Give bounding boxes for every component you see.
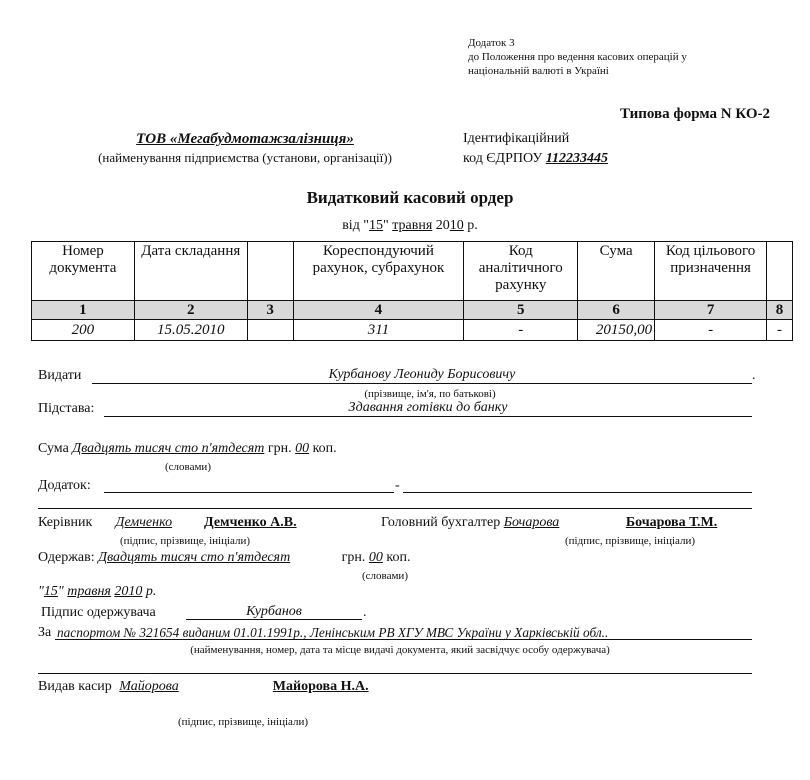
cashier-signature: Майорова [119,679,179,694]
table-header-cell: Код аналітичного рахунку [464,242,578,301]
table-number-cell: 7 [655,301,767,320]
edrpou-code-line [463,151,608,167]
appendix-line3: національній валюті в Україні [468,65,609,77]
cashier-caption: (підпис, прізвище, ініціали) [178,716,309,728]
attachment-line-2 [403,478,752,493]
edrpou-code: 112233445 [545,151,608,166]
edrpou-label2: код ЄДРПОУ [463,151,543,166]
receive-date-quote-open: " [38,584,44,599]
head-line [38,515,305,531]
document-value: паспортом № 321654 виданим 01.01.1991р., Ленінським РВ ХГУ МВС України у Харківській обл.. [57,625,609,640]
table-header-cell: Номер документа [32,242,135,301]
attachment-line-1 [104,478,394,493]
recipient-signature-end: . [363,605,367,620]
attachment-line-3 [38,496,752,509]
table-header-cell [767,242,793,301]
attachment-label: Додаток: [38,478,91,493]
table-cell [247,320,293,341]
received-grn: грн. [341,550,366,565]
received-words: Двадцять тисяч сто п'ятдесят [98,550,291,565]
table-header-cell: Код цільового призначення [655,242,767,301]
page-title: Видатковий касовий ордер [306,188,514,207]
receive-date-month: травня [67,584,111,599]
table-header-row [32,242,793,301]
document-caption: (найменування, номер, дата та місце видачі документа, який засвідчує особу одержувача) [190,644,610,656]
order-table [31,241,793,341]
sum-caption: (словами) [165,461,211,473]
table-number-cell: 1 [32,301,135,320]
table-cell: - [464,320,578,341]
cashier-line [38,679,369,695]
table-header-cell [247,242,293,301]
receive-date-year: 2010 [114,584,143,599]
document-label: За [38,625,52,640]
accountant-label: Головний бухгалтер [381,515,501,530]
table-cell: 200 [32,320,135,341]
table-number-cell: 4 [293,301,464,320]
table-cell: 20150,00 [578,320,655,341]
edrpou-label: Ідентифікаційний [463,131,570,146]
sum-grn: грн. [267,441,292,456]
head-signature: Демченко [115,515,173,530]
form-type: Типова форма N КО-2 [620,106,770,122]
cashier-name: Майорова Н.А. [272,679,369,694]
sum-kop-value: 00 [295,441,310,456]
table-number-cell: 8 [767,301,793,320]
table-header-cell: Сума [578,242,655,301]
accountant-line [381,515,717,531]
accountant-name: Бочарова Т.М. [625,515,718,530]
receive-date-suffix: р. [145,584,157,599]
recipient-signature-label: Підпис одержувача [41,605,156,620]
company-caption: (найменування підприємства (установи, організації)) [98,150,392,165]
order-date [230,218,590,234]
date-prefix: від " [342,218,370,233]
sum-kop: коп. [312,441,337,456]
received-label: Одержав: [38,550,95,565]
table-number-row [32,301,793,320]
receive-date [38,584,156,600]
date-year: 10 [449,218,464,233]
appendix-note [468,36,687,78]
basis-label: Підстава: [38,401,95,416]
issue-label: Видати [38,368,82,383]
receive-date-quote-close: " [57,584,64,599]
date-year-prefix: 20 [432,218,450,233]
sum-label: Сума [38,441,69,456]
basis-value: Здавання готівки до банку [348,400,508,415]
issue-end: . [752,368,756,383]
issue-value: Курбанову Леониду Борисовичу [328,367,516,382]
accountant-sign-caption: (підпис, прізвище, ініціали) [565,535,696,547]
appendix-line2: до Положення про ведення касових операцій у [468,51,687,63]
receive-date-day: 15 [43,584,58,599]
received-caption: (словами) [362,570,408,582]
head-sign-caption: (підпис, прізвище, ініціали) [120,535,251,547]
head-label: Керівник [38,515,93,530]
date-month: травня [392,218,433,233]
issue-caption: (прізвище, ім'я, по батькові) [364,388,496,400]
received-kop-value: 00 [368,550,383,565]
table-header-cell: Дата складання [134,242,247,301]
table-cell: 311 [293,320,464,341]
table-cell: - [655,320,767,341]
recipient-signature-value: Курбанов [246,604,302,619]
table-row [32,320,793,341]
sum-line [38,441,337,457]
table-number-cell: 3 [247,301,293,320]
received-kop: коп. [386,550,411,565]
company-name: ТОВ «Мегабудмотажзалізниця» [136,131,354,147]
table-number-cell: 5 [464,301,578,320]
sum-words: Двадцять тисяч сто п'ятдесят [72,441,265,456]
date-suffix: р. [463,218,478,233]
table-cell: - [767,320,793,341]
table-number-cell: 6 [578,301,655,320]
date-day: 15 [369,218,384,233]
table-cell: 15.05.2010 [134,320,247,341]
attachment-dash: - [395,478,400,493]
accountant-signature: Бочарова [503,515,560,530]
received-line [38,550,410,566]
table-number-cell: 2 [134,301,247,320]
document-line-2 [38,661,752,674]
head-name: Демченко А.В. [204,515,297,530]
date-mid: " [383,218,393,233]
table-header-cell: Кореспондуючий рахунок, субрахунок [293,242,464,301]
appendix-line1: Додаток 3 [468,37,515,49]
cashier-label: Видав касир [38,679,112,694]
